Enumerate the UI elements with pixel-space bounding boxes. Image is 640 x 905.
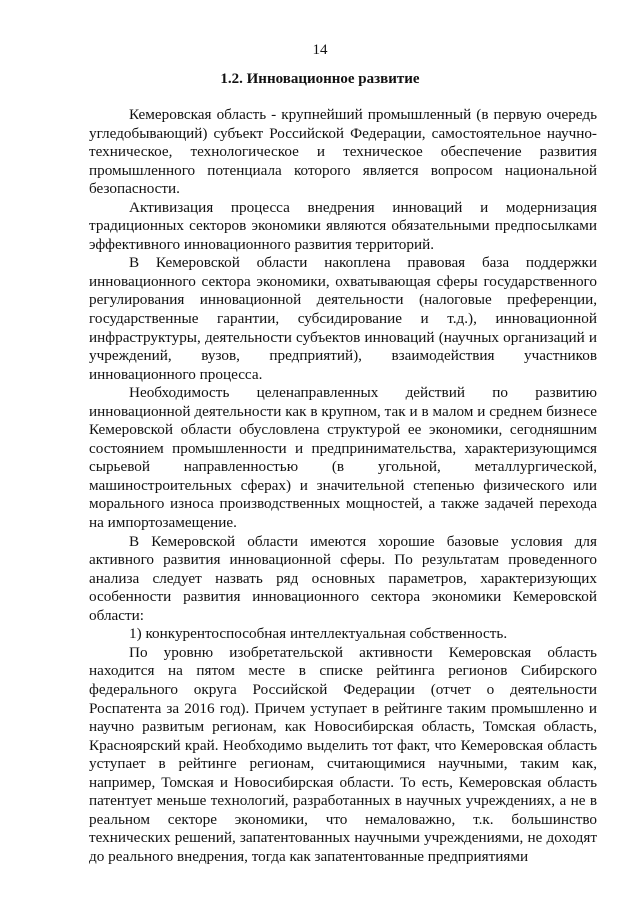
paragraph: В Кемеровской области имеются хорошие базовые условия для активного развития инновационной сферы. По результатам проведенного анализа следует назвать ряд основных параметров, характеризующих особенности развития инновационного сектора экономики Кемеровской области: [89,532,597,624]
paragraph: Необходимость целенаправленных действий по развитию инновационной деятельности как в крупном, так и в малом и среднем бизнесе Кемеровской области обусловлена структурой ее экономики, сегодняшним состоянием промышленности и предпринимательства, характеризующимся сырьевой направленностью (в угольной, металлургической, машиностроительных сферах) и значительной степенью физического или морального износа производственных мощностей, а также задачей перехода на импортозамещение. [89,384,597,532]
section-heading: 1.2. Инновационное развитие [220,71,420,87]
paragraph: Активизация процесса внедрения инноваций и модернизация традиционных секторов экономики являются обязательными предпосылками эффективного инновационного развития территорий. [89,198,597,253]
page-number: 14 [312,42,328,58]
paragraph: В Кемеровской области накоплена правовая база поддержки инновационного сектора экономики, охватывающая сферы государственного регулирования инновационной деятельности (налоговые преференции, государственные гарантии, субсидирование и т.д.), инновационной инфраструктуры, деятельности субъектов инноваций (научных организаций и учреждений, вузов, предприятий), взаимодействия участников инновационного процесса. [89,254,597,383]
list-item: 1) конкурентоспособная интеллектуальная собственность. [129,625,508,643]
body-text [89,106,597,866]
paragraph: Кемеровская область - крупнейший промышленный (в первую очередь угледобывающий) субъект Российской Федерации, самостоятельное научно-техническое, технологическое и техническое обеспечение развития промышленного потенциала которого является вопросом национальной безопасности. [89,106,597,198]
paragraph: По уровню изобретательской активности Кемеровская область находится на пятом месте в списке рейтинга регионов Сибирского федерального округа Российской Федерации (отчет о деятельности Роспатента за 2016 год). Причем уступает в рейтинге таким промышленно и научно развитым регионам, как Новосибирская область, Томская область, Красноярский край. Необходимо выделить тот факт, что Кемеровская область уступает в рейтинге регионам, считающимися научными, таким как, например, Томская и Новосибирская области. То есть, Кемеровская область патентует меньше технологий, разработанных в научных учреждениях, а не в реальном секторе экономики, что немаловажно, т.к. большинство технических решений, запатентованных научными учреждениями, не доходят до реального внедрения, тогда как запатентованные предприятиями [89,643,597,865]
